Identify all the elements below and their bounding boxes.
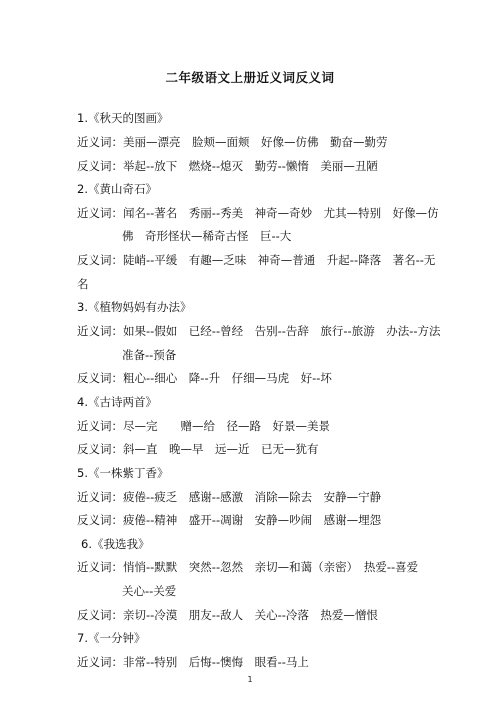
lesson-heading-5: 5.《一株紫丁香》 [77, 466, 169, 480]
lesson-heading-7: 7.《一分钟》 [77, 631, 146, 645]
antonyms-line-continued: 名 [77, 277, 89, 291]
synonyms-line-continued: 佛 奇形怪状—稀奇古怪 巨--大 [122, 229, 292, 243]
lesson-heading-3: 3.《植物妈妈有办法》 [77, 300, 192, 314]
antonyms-line: 反义词：疲倦--精神 盛开--凋谢 安静—吵闹 感谢—埋怨 [77, 513, 382, 527]
synonyms-line: 近义词：疲倦--疲乏 感谢--感激 消除—除去 安静—宁静 [77, 490, 382, 504]
synonyms-line: 近义词：悄悄--默默 突然--忽然 亲切—和蔼（亲密） 热爱--喜爱 [77, 560, 419, 574]
synonyms-line: 近义词：美丽—漂亮 脸颊—面颊 好像—仿佛 勤奋—勤劳 [77, 135, 388, 149]
page-title: 二年级语文上册近义词反义词 [165, 70, 335, 85]
synonyms-line: 近义词：非常--特别 后悔--懊悔 眼看--马上 [77, 655, 309, 669]
synonyms-line-continued: 关心--关爱 [122, 584, 177, 598]
antonyms-line: 反义词：亲切--冷漠 朋友--敌人 关心--冷落 热爱—憎恨 [77, 608, 378, 622]
lesson-heading-2: 2.《黄山奇石》 [77, 182, 157, 196]
page-number: 1 [247, 675, 253, 684]
lesson-heading-4: 4.《古诗两首》 [77, 395, 157, 409]
antonyms-line: 反义词：举起--放下 燃烧--熄灭 勤劳--懒惰 美丽—丑陋 [77, 159, 378, 173]
synonyms-line: 近义词：闻名--著名 秀丽--秀美 神奇—奇妙 尤其—特别 好像—仿 [77, 206, 439, 220]
synonyms-line: 近义词：尽—完 赠—给 径—路 好景—美景 [77, 419, 330, 433]
lesson-heading-1: 1.《秋天的图画》 [77, 111, 169, 125]
antonyms-line: 反义词：粗心--细心 降--升 仔细—马虎 好--坏 [77, 371, 332, 385]
antonyms-line: 反义词：陡峭--平缓 有趣—乏味 神奇—普通 升起--降落 著名--无 [77, 253, 436, 267]
antonyms-line: 反义词：斜—直 晚—早 远—近 已无—犹有 [77, 442, 319, 456]
synonyms-line: 近义词：如果--假如 已经--曾经 告别--告辞 旅行--旅游 办法--方法 [77, 324, 441, 338]
lesson-heading-6: 6.《我选我》 [81, 537, 150, 551]
synonyms-line-continued: 准备--预备 [122, 348, 177, 362]
